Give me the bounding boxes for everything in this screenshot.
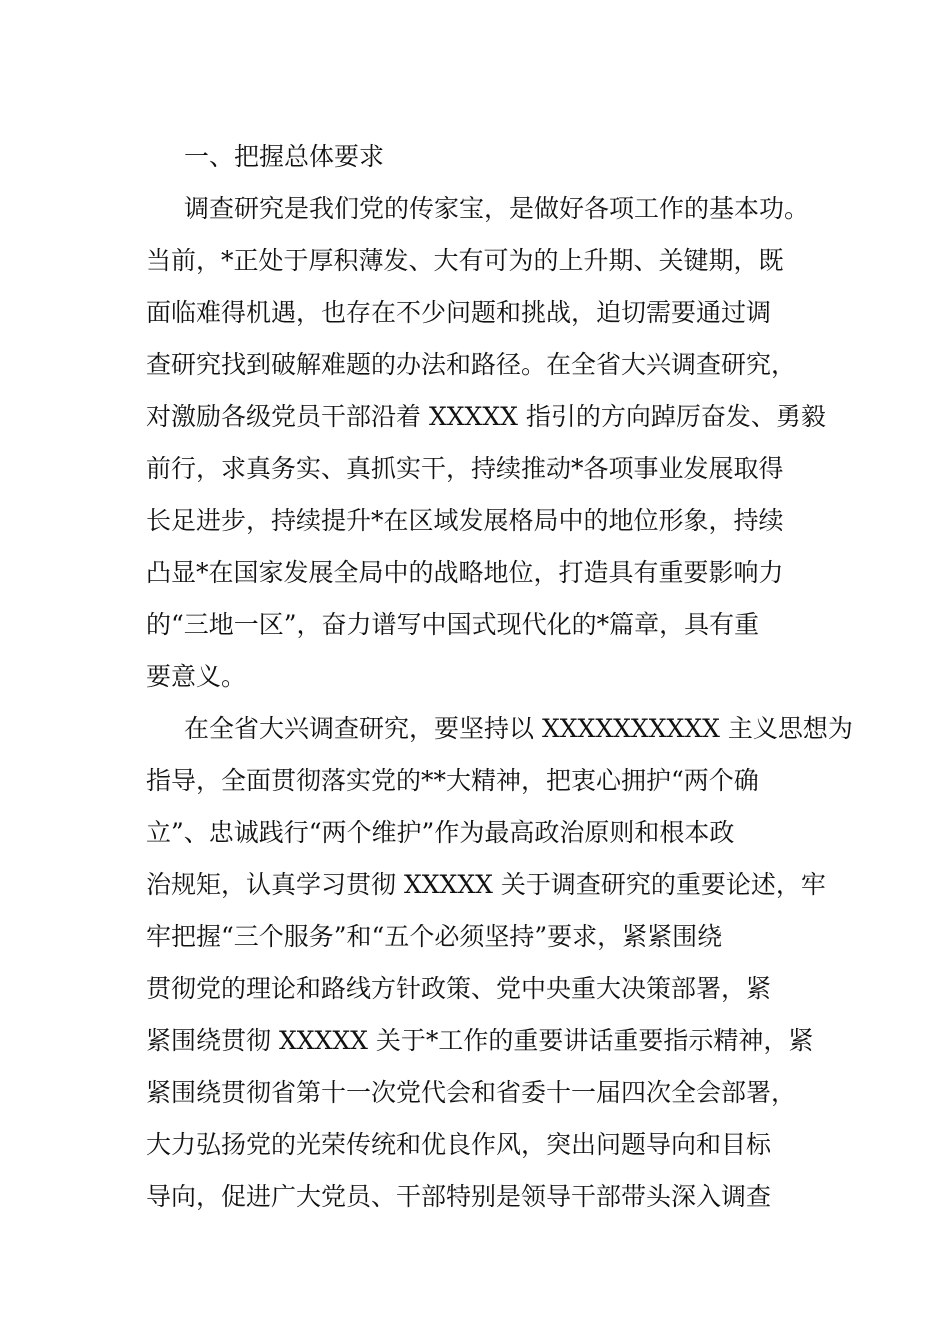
paragraph-2 xyxy=(146,703,853,1223)
paragraph-line: 面临难得机遇，也存在不少问题和挑战，迫切需要通过调 xyxy=(146,298,772,327)
paragraph-line: 查研究找到破解难题的办法和路径。在全省大兴调查研究， xyxy=(146,350,797,379)
paragraph-line: 紧围绕贯彻 XXXXX 关于*工作的重要讲话重要指示精神，紧 xyxy=(146,1026,814,1055)
paragraph-line: 前行，求真务实、真抓实干，持续推动*各项事业发展取得 xyxy=(146,454,784,483)
paragraph-line: 凸显*在国家发展全局中的战略地位，打造具有重要影响力 xyxy=(146,558,784,587)
paragraph-line: 在全省大兴调查研究，要坚持以 XXXXXXXXXX 主义思想为 xyxy=(184,714,853,743)
paragraph-line: 对激励各级党员干部沿着 XXXXX 指引的方向踔厉奋发、勇毅 xyxy=(146,402,826,431)
paragraph-line: 当前，*正处于厚积薄发、大有可为的上升期、关键期，既 xyxy=(146,246,784,275)
paragraph-line: 牢把握“三个服务”和“五个必须坚持”要求，紧紧围绕 xyxy=(146,922,723,951)
document-body xyxy=(146,131,853,1223)
paragraph-line: 贯彻党的理论和路线方针政策、党中央重大决策部署，紧 xyxy=(146,974,772,1003)
paragraph-line: 紧围绕贯彻省第十一次党代会和省委十一届四次全会部署， xyxy=(146,1078,797,1107)
paragraph-line: 长足进步，持续提升*在区域发展格局中的地位形象，持续 xyxy=(146,506,784,535)
section-heading: 一、把握总体要求 xyxy=(184,142,385,171)
paragraph-line: 治规矩，认真学习贯彻 XXXXX 关于调查研究的重要论述，牢 xyxy=(146,870,826,899)
paragraph-line: 的“三地一区”，奋力谱写中国式现代化的*篇章，具有重 xyxy=(146,610,760,639)
paragraph-line: 立”、忠诚践行“两个维护”作为最高政治原则和根本政 xyxy=(146,818,735,847)
paragraph-line: 要意义。 xyxy=(146,662,247,691)
paragraph-line: 调查研究是我们党的传家宝，是做好各项工作的基本功。 xyxy=(184,194,810,223)
paragraph-1 xyxy=(146,183,826,703)
paragraph-line: 指导，全面贯彻落实党的**大精神，把衷心拥护“两个确 xyxy=(146,766,759,795)
paragraph-line: 大力弘扬党的光荣传统和优良作风，突出问题导向和目标 xyxy=(146,1130,772,1159)
paragraph-line: 导向，促进广大党员、干部特别是领导干部带头深入调查 xyxy=(146,1182,772,1211)
